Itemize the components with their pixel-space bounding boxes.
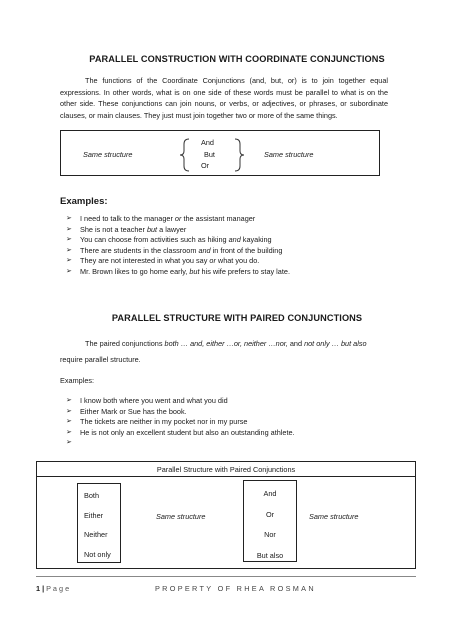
diagram-conjunctions xyxy=(201,137,221,172)
arrow-bullet-icon: ➢ xyxy=(66,439,72,446)
page-number: 1 xyxy=(36,584,41,593)
first-word: Not only xyxy=(84,549,111,559)
diagram-left-label: Same structure xyxy=(83,150,133,159)
arrow-bullet-icon: ➢ xyxy=(66,397,72,404)
table-title-divider xyxy=(37,476,415,477)
list-item: ➢ You can choose from activities such as hiking and kayaking xyxy=(66,235,272,244)
conjunction-or: Or xyxy=(201,161,210,170)
second-word: Nor xyxy=(264,530,276,539)
list-item: ➢ I know both where you went and what you did xyxy=(66,396,228,405)
diagram-right-label: Same structure xyxy=(264,150,314,159)
section2-title: PARALLEL STRUCTURE WITH PAIRED CONJUNCTIONS xyxy=(111,313,363,323)
conjunction-and: And xyxy=(201,138,214,147)
list-item: ➢ He is not only an excellent student but also an outstanding athlete. xyxy=(66,427,295,437)
arrow-bullet-icon: ➢ xyxy=(66,257,72,264)
first-word: Neither xyxy=(84,530,108,539)
structure-label-left: Same structure xyxy=(156,512,206,521)
coordinate-diagram xyxy=(60,130,380,176)
left-brace-icon xyxy=(179,138,191,172)
footer-page xyxy=(36,584,69,593)
first-word: Both xyxy=(84,491,100,500)
list-item: ➢ I need to talk to the manager or the assistant manager xyxy=(66,214,256,223)
first-words-box xyxy=(77,483,121,563)
footer-rule xyxy=(36,576,416,577)
list-item: ➢ They are not interested in what you say or what you do. xyxy=(66,256,260,265)
arrow-bullet-icon: ➢ xyxy=(66,236,72,243)
section2-examples-list xyxy=(66,396,295,446)
arrow-bullet-icon: ➢ xyxy=(66,267,72,275)
list-item: ➢ Mr. Brown likes to go home early, but his wife prefers to stay late. xyxy=(66,266,290,276)
conjunction-but: But xyxy=(204,149,215,159)
second-word: And xyxy=(263,489,277,498)
list-item: ➢ The tickets are neither in my pocket nor in my purse xyxy=(66,417,248,426)
first-word: Either xyxy=(84,510,104,520)
arrow-bullet-icon: ➢ xyxy=(66,428,72,436)
section1-examples-heading: Examples: xyxy=(60,196,108,207)
list-item: ➢ There are students in the classroom and in front of the building xyxy=(66,245,283,255)
list-item: ➢ Either Mark or Sue has the book. xyxy=(66,406,187,416)
section1-examples-list xyxy=(66,214,290,277)
arrow-bullet-icon: ➢ xyxy=(66,407,72,415)
section1-title: PARALLEL CONSTRUCTION WITH COORDINATE CONJUNCTIONS xyxy=(89,54,385,64)
paired-conjunctions-table xyxy=(36,461,416,569)
second-word: Or xyxy=(265,509,275,519)
section1-paragraph: The functions of the Coordinate Conjunctions (and, but, or) is to join together equal expressions. In other words, what is on one side of these words must be parallel to what is on the other side. These conjunctions can join nouns, or verbs, or adjectives, or phrases, or subordinate clauses, or main clauses. They just must join together two or more of the same things. xyxy=(60,76,388,120)
second-word: But also xyxy=(256,550,284,560)
arrow-bullet-icon: ➢ xyxy=(66,418,72,425)
page-separator: | xyxy=(42,584,45,593)
table-title: Parallel Structure with Paired Conjunctions xyxy=(156,465,296,474)
page-word: P a g e xyxy=(46,584,70,593)
structure-label-right: Same structure xyxy=(309,512,359,521)
section2-paragraph: The paired conjunctions both … and, either …or, neither …nor, and not only … but also require parallel structure. xyxy=(60,339,367,364)
arrow-bullet-icon: ➢ xyxy=(66,215,72,222)
footer-property: PROPERTY OF RHEA ROSMAN xyxy=(155,584,316,593)
list-item: ➢ She is not a teacher but a lawyer xyxy=(66,224,187,234)
section2-examples-heading: Examples: xyxy=(60,376,95,385)
right-brace-icon xyxy=(233,138,245,172)
second-words-box xyxy=(243,480,297,562)
arrow-bullet-icon: ➢ xyxy=(66,246,72,254)
arrow-bullet-icon: ➢ xyxy=(66,225,72,233)
